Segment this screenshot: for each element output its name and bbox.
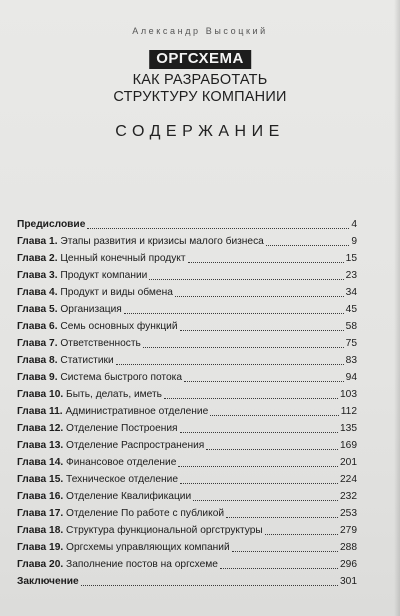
toc-entry-label: [17, 525, 263, 537]
toc-entry-title: Быть, делать, иметь: [66, 389, 162, 400]
toc-entry-page-number: 23: [345, 270, 357, 281]
toc-entry-label: [17, 304, 122, 316]
toc-entry: [17, 231, 357, 248]
toc-entry-label: [17, 219, 85, 231]
toc-entry-page-number: 45: [345, 304, 357, 315]
toc-entry-title: Продукт и виды обмена: [60, 287, 173, 298]
toc-entry-page-number: 4: [351, 219, 357, 230]
toc-entry: [17, 486, 357, 503]
toc-entry: [17, 520, 357, 537]
toc-entry-prefix: Глава 7.: [17, 338, 58, 349]
toc-entry: [17, 265, 357, 282]
book-subtitle-line-2: СТРУКТУРУ КОМПАНИИ: [113, 89, 287, 105]
toc-entry-label: [17, 491, 191, 503]
toc-entry-title: Техническое отделение: [66, 474, 178, 485]
toc-entry-prefix: Глава 19.: [17, 542, 64, 553]
toc-entry-prefix: Заключение: [17, 576, 79, 587]
toc-entry-label: [17, 253, 186, 265]
toc-entry-page-number: 15: [345, 253, 357, 264]
toc-entry-title: Ценный конечный продукт: [60, 253, 186, 264]
toc-entry-title: Структура функциональной оргструктуры: [66, 525, 263, 536]
toc-entry-prefix: Глава 2.: [17, 253, 58, 264]
toc-entry-prefix: Глава 16.: [17, 491, 64, 502]
toc-entry-title: Ответственность: [60, 338, 141, 349]
author-name: Александр Высоцкий: [132, 26, 268, 36]
toc-entry: [17, 435, 357, 452]
toc-entry-page-number: 94: [345, 372, 357, 383]
toc-entry-page-number: 232: [340, 491, 357, 502]
toc-entry-title: Этапы развития и кризисы малого бизнеса: [60, 236, 264, 247]
toc-entry-title: Семь основных функций: [60, 321, 178, 332]
toc-entry-prefix: Глава 13.: [17, 440, 64, 451]
toc-dot-leader: [184, 381, 344, 382]
toc-entry: [17, 333, 357, 350]
toc-entry-page-number: 75: [345, 338, 357, 349]
toc-dot-leader: [116, 364, 344, 365]
toc-entry: [17, 316, 357, 333]
book-title: ОРГСХЕМА: [149, 50, 251, 69]
toc-entry-prefix: Глава 5.: [17, 304, 58, 315]
toc-dot-leader: [180, 432, 338, 433]
toc-entry-prefix: Глава 11.: [17, 406, 63, 417]
toc-entry-prefix: Глава 10.: [17, 389, 64, 400]
toc-entry-label: [17, 270, 147, 282]
toc-entry-page-number: 9: [351, 236, 357, 247]
toc-entry-title: Статистики: [60, 355, 114, 366]
toc-entry-page-number: 135: [340, 423, 357, 434]
toc-entry: [17, 384, 357, 401]
toc-dot-leader: [178, 466, 338, 467]
toc-entry-prefix: Глава 6.: [17, 321, 58, 332]
toc-entry: [17, 367, 357, 384]
toc-entry-page-number: 301: [340, 576, 357, 587]
toc-dot-leader: [180, 483, 338, 484]
toc-dot-leader: [87, 228, 349, 229]
toc-entry-prefix: Глава 9.: [17, 372, 58, 383]
toc-entry-label: [17, 576, 79, 588]
toc-dot-leader: [143, 347, 344, 348]
toc-entry-prefix: Предисловие: [17, 219, 86, 230]
toc-entry: [17, 248, 357, 265]
toc-entry-page-number: 58: [345, 321, 357, 332]
toc-entry-title: Отделение Распространения: [66, 440, 205, 451]
toc-entry: [17, 214, 357, 231]
toc-entry-prefix: Глава 4.: [17, 287, 58, 298]
toc-dot-leader: [210, 415, 338, 416]
toc-dot-leader: [193, 500, 338, 501]
toc-entry-label: [17, 474, 178, 486]
toc-entry-label: [17, 457, 176, 469]
toc-entry-label: [17, 542, 230, 554]
toc-entry-prefix: Глава 17.: [17, 508, 64, 519]
toc-entry-label: [17, 389, 162, 401]
toc-entry-prefix: Глава 18.: [17, 525, 64, 536]
toc-entry-label: [17, 440, 204, 452]
toc-entry-page-number: 34: [345, 287, 357, 298]
toc-entry-label: [17, 372, 182, 384]
toc-dot-leader: [81, 585, 338, 586]
toc-entry-prefix: Глава 8.: [17, 355, 58, 366]
toc-dot-leader: [265, 534, 338, 535]
toc-entry-page-number: 169: [340, 440, 357, 451]
toc-entry-page-number: 224: [340, 474, 357, 485]
toc-entry-title: Организация: [60, 304, 122, 315]
toc-entry-page-number: 201: [340, 457, 357, 468]
toc-entry: [17, 537, 357, 554]
toc-entry-label: [17, 508, 224, 520]
toc-dot-leader: [180, 330, 344, 331]
table-of-contents: [17, 214, 357, 588]
toc-entry-prefix: Глава 12.: [17, 423, 64, 434]
toc-entry-title: Административное отделение: [65, 406, 209, 417]
toc-entry-title: Система быстрого потока: [60, 372, 182, 383]
toc-entry-label: [17, 406, 208, 418]
toc-entry: [17, 503, 357, 520]
toc-entry-title: Продукт компании: [60, 270, 148, 281]
toc-dot-leader: [175, 296, 344, 297]
toc-dot-leader: [124, 313, 344, 314]
toc-entry-title: Отделение Построения: [66, 423, 178, 434]
toc-entry: [17, 401, 357, 418]
toc-entry: [17, 350, 357, 367]
contents-heading: СОДЕРЖАНИЕ: [115, 123, 285, 140]
toc-entry-page-number: 103: [340, 389, 357, 400]
toc-entry-prefix: Глава 1.: [17, 236, 58, 247]
toc-entry-prefix: Глава 15.: [17, 474, 64, 485]
toc-entry: [17, 418, 357, 435]
toc-entry: [17, 282, 357, 299]
toc-entry-title: Отделение Квалификации: [66, 491, 192, 502]
toc-entry: [17, 452, 357, 469]
toc-entry-title: Заполнение постов на оргсхеме: [66, 559, 218, 570]
toc-entry-page-number: 296: [340, 559, 357, 570]
toc-dot-leader: [266, 245, 349, 246]
toc-entry-page-number: 83: [345, 355, 357, 366]
toc-dot-leader: [232, 551, 338, 552]
toc-entry-page-number: 253: [340, 508, 357, 519]
toc-entry-page-number: 288: [340, 542, 357, 553]
toc-dot-leader: [164, 398, 338, 399]
toc-entry-label: [17, 559, 218, 571]
toc-entry-label: [17, 321, 178, 333]
toc-entry: [17, 469, 357, 486]
toc-entry-label: [17, 338, 141, 350]
toc-entry-title: Отделение По работе с публикой: [66, 508, 225, 519]
toc-entry-title: Оргсхемы управляющих компаний: [66, 542, 230, 553]
toc-entry-prefix: Глава 20.: [17, 559, 64, 570]
toc-entry: [17, 554, 357, 571]
toc-dot-leader: [206, 449, 338, 450]
toc-dot-leader: [149, 279, 343, 280]
toc-entry-prefix: Глава 14.: [17, 457, 64, 468]
toc-entry-label: [17, 423, 178, 435]
toc-entry-prefix: Глава 3.: [17, 270, 58, 281]
toc-entry: [17, 571, 357, 588]
toc-entry-label: [17, 287, 173, 299]
toc-dot-leader: [226, 517, 338, 518]
toc-entry: [17, 299, 357, 316]
toc-entry-label: [17, 236, 264, 248]
toc-entry-title: Финансовое отделение: [66, 457, 177, 468]
book-subtitle-line-1: КАК РАЗРАБОТАТЬ: [132, 72, 268, 88]
toc-entry-page-number: 112: [340, 406, 357, 417]
toc-entry-label: [17, 355, 114, 367]
toc-dot-leader: [188, 262, 344, 263]
toc-entry-page-number: 279: [340, 525, 357, 536]
toc-dot-leader: [220, 568, 338, 569]
